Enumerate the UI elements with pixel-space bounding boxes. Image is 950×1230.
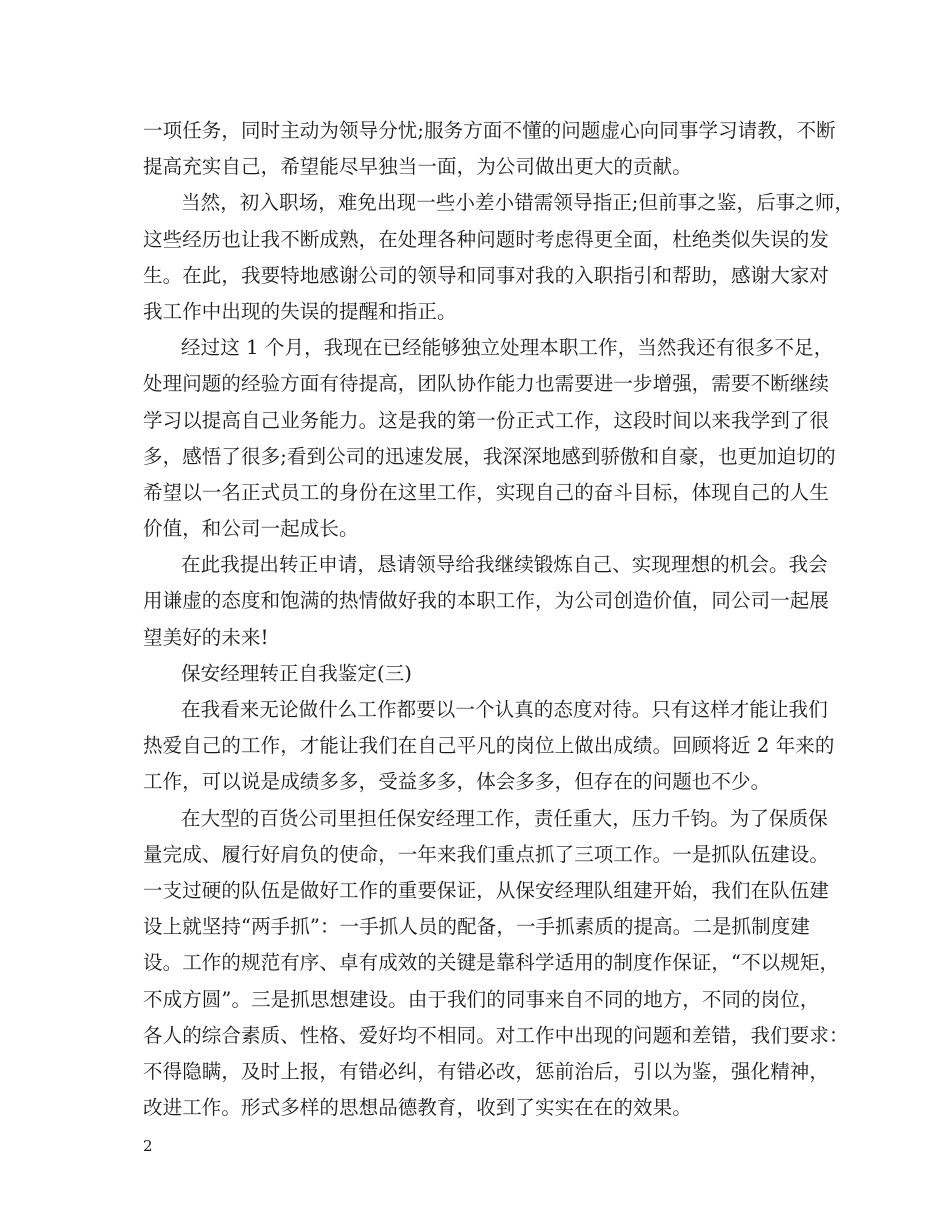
text-line: 在我看来无论做什么工作都要以一个认真的态度对待。只有这样才能让我们 xyxy=(181,698,828,721)
text-line: 在此我提出转正申请，恳请领导给我继续锻炼自己、实现理想的机会。我会 xyxy=(181,553,828,577)
paragraph xyxy=(143,692,835,801)
paragraph xyxy=(143,656,823,692)
text-line: 改进工作。形式多样的思想品德教育，收到了实实在在的效果。 xyxy=(143,1096,692,1120)
text-line: 当然，初入职场，难免出现一些小差小错需领导指正;但前事之鉴，后事之师， xyxy=(181,191,855,215)
text-line: 生。在此，我要特地感谢公司的领导和同事对我的入职指引和帮助，感谢大家对 xyxy=(143,263,830,287)
text-line: 望美好的未来! xyxy=(143,625,269,649)
text-line: 在大型的百货公司里担任保安经理工作，责任重大，压力千钧。为了保质保 xyxy=(181,806,828,830)
text-line: 我工作中出现的失误的提醒和指正。 xyxy=(143,299,457,323)
text-line: 这些经历也让我不断成熟，在处理各种问题时考虑得更全面，杜绝类似失误的发 xyxy=(143,227,830,251)
paragraph xyxy=(143,113,836,185)
text-line: 工作，可以说是成绩多多，受益多多，体会多多，但存在的问题也不少。 xyxy=(143,770,771,794)
document-body xyxy=(143,113,855,1126)
text-line: 不得隐瞒，及时上报，有错必纠，有错必改，惩前治后，引以为鉴，强化精神， xyxy=(143,1059,830,1083)
text-line: 一支过硬的队伍是做好工作的重要保证，从保安经理队组建开始，我们在队伍建 xyxy=(143,878,830,902)
text-line: 用谦虚的态度和饱满的热情做好我的本职工作，为公司创造价值，同公司一起展 xyxy=(143,589,830,613)
text-line: 设上就坚持“两手抓”：一手抓人员的配备，一手抓素质的提高。二是抓制度建 xyxy=(143,915,810,939)
text-line: 一项任务，同时主动为领导分忧;服务方面不懂的问题虚心向同事学习请教，不断 xyxy=(143,119,836,142)
text-line: 热爱自己的工作，才能让我们在自己平凡的岗位上做出成绩。回顾将近 2 年来的 xyxy=(143,734,835,758)
text-line: 处理问题的经验方面有待提高，团队协作能力也需要进一步增强，需要不断继续 xyxy=(143,372,830,396)
text-line: 不成方圆”。三是抓思想建设。由于我们的同事来自不同的地方，不同的岗位， xyxy=(143,987,820,1011)
text-line: 希望以一名正式员工的身份在这里工作，实现自己的奋斗目标，体现自己的人生 xyxy=(143,480,830,504)
text-line: 设。工作的规范有序、卓有成效的关键是靠科学适用的制度作保证，“不以规矩， xyxy=(143,951,840,975)
paragraph xyxy=(143,547,830,656)
paragraph xyxy=(143,801,849,1127)
text-line: 保安经理转正自我鉴定(三) xyxy=(181,661,413,685)
paragraph xyxy=(143,330,836,547)
text-line: 各人的综合素质、性格、爱好均不相同。对工作中出现的问题和差错，我们要求： xyxy=(143,1023,849,1047)
text-line: 多，感悟了很多;看到公司的迅速发展，我深深地感到骄傲和自豪，也更加迫切的 xyxy=(143,444,836,468)
page-number: 2 xyxy=(143,1137,153,1155)
text-line: 量完成、履行好肩负的使命，一年来我们重点抓了三项工作。一是抓队伍建设。 xyxy=(143,842,830,866)
text-line: 学习以提高自己业务能力。这是我的第一份正式工作，这段时间以来我学到了很 xyxy=(143,408,830,432)
text-line: 提高充实自己，希望能尽早独当一面，为公司做出更大的贡献。 xyxy=(143,155,692,179)
text-line: 经过这 1 个月，我现在已经能够独立处理本职工作，当然我还有很多不足， xyxy=(181,336,834,360)
paragraph xyxy=(143,185,855,330)
text-line: 价值，和公司一起成长。 xyxy=(143,517,359,541)
